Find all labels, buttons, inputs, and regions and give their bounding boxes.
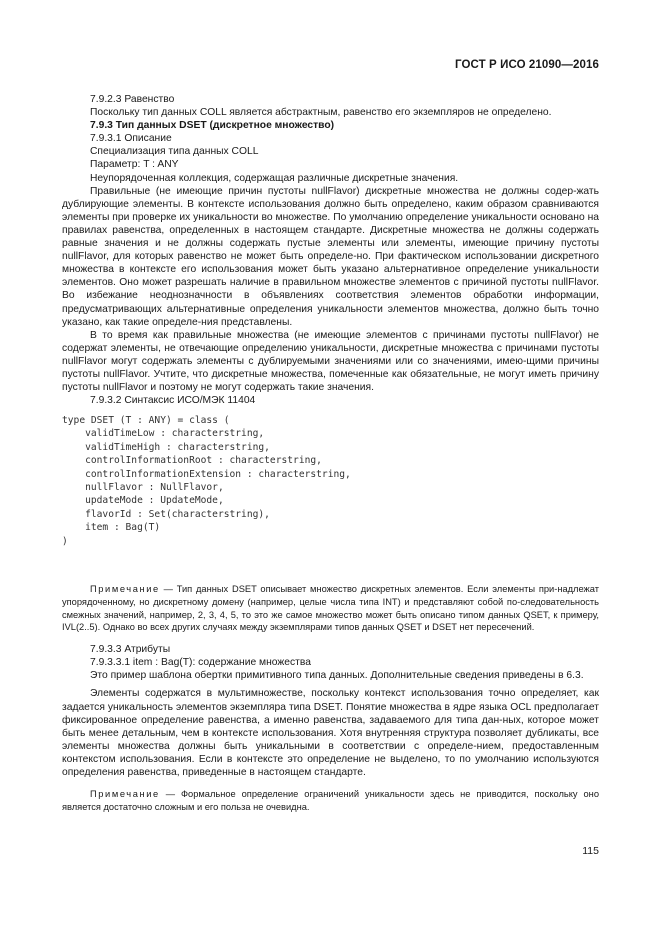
- note-2-label: Примечание: [90, 789, 160, 800]
- dset-paragraph-2: В то время как правильные множества (не имеющие элементов с причинами пустоты nullFlavor) не содержат элементы, не отвечающие определению уникальности, дискретные множества с причинами пустоты nullFlavor могут содержать элементы с дублируемыми значениями или со значениями, имею-щими причины пустоты nullFlavor. Учтите, что дискретные множества, помеченные как обязательные, не могут иметь причину пустоты nullFlavor и поэтому не могут содержать такие значения.: [62, 329, 599, 394]
- wrapper-paragraph: Это пример шаблона обертки примитивного типа данных. Дополнительные сведения приведены в 6.3.: [90, 670, 584, 682]
- specialization-line: Специализация типа данных COLL: [90, 146, 259, 158]
- section-heading-7-9-3-2: 7.9.3.2 Синтаксис ИСО/МЭК 11404: [90, 395, 256, 407]
- note-1-dash: —: [159, 584, 177, 594]
- note-1-text: Тип данных DSET описывает множество дискретных элементов. Если элементы при-надлежат упорядоченному, но дискретному домену (например, целые числа типа INT) и представляют собой по-следовательность смежных значений, например, 2, 3, 4, 5, то это же самое множество может быть описано типом данных QSET, к примеру, IVL(2..5). Однако во всех других случаях между экземплярами типов данных QSET и DSET нет пересечений.: [62, 584, 599, 633]
- code-line: updateMode : UpdateMode,: [62, 495, 224, 507]
- code-line: validTimeLow : characterstring,: [62, 428, 265, 440]
- section-heading-7-9-3-3: 7.9.3.3 Атрибуты: [90, 644, 171, 656]
- code-line: ): [62, 535, 68, 547]
- standard-header: ГОСТ Р ИСО 21090—2016: [454, 59, 599, 71]
- note-1: [62, 583, 599, 634]
- section-heading-7-9-3: 7.9.3 Тип данных DSET (дискретное множество): [90, 120, 335, 132]
- code-line: controlInformationExtension : characterstring,: [62, 468, 351, 480]
- section-heading-7-9-3-3-1: 7.9.3.3.1 item : Bag(T): содержание множества: [90, 657, 311, 669]
- dset-paragraph-1: Правильные (не имеющие причин пустоты nullFlavor) дискретные множества не должны содер-жать дублирующие элементы. В контексте использования должно быть определено, каким образом сравниваются элементы при проверке их уникальности во множестве. По умолчанию определение уникальности основано на правилах равенства, определенных в настоящем стандарте. Дискретные множества не должны содержать равные значения и не должны содержать пустые элементы или элементы, имеющие причину пустоты nullFlavor, для которых равенство не может быть определе-но. При фактическом использовании дискретного множества в контексте его использования может быть указано альтернативное определение уникальности элементов. Оно может разрешать наличие в правильном множестве элементов с причиной пустоты nullFlavor. Во избежание неоднозначности в объявлениях соответствия элементов обработки информации, предусматривающих альтернативные определения уникальности элементов множества, должно быть точно указано, как такие определе-ния представлены.: [62, 185, 599, 328]
- page-number: 115: [582, 845, 599, 857]
- elements-paragraph: Элементы содержатся в мультимножестве, поскольку контекст использования точно определяет, как задается уникальность элементов экземпляра типа DSET. Понятие множества в ядре языка OCL предполагает фиксированное определение равенства, а именно равенства, задаваемого для типа дан-ных, которое может быть менее детальным, чем в контексте использования. Хотя внутренняя структура позволяет дубликаты, все элементы множества должны быть уникальными в соответствии с определе-нием, предоставленным контекстом использования. Если в контексте это определение не выделено, то по умолчанию используются определения равенства, приведенные в настоящем стандарте.: [62, 688, 599, 779]
- code-line: nullFlavor : NullFlavor,: [62, 482, 224, 494]
- section-heading-7-9-3-1: 7.9.3.1 Описание: [90, 133, 172, 145]
- equality-paragraph: Поскольку тип данных COLL является абстрактным, равенство его экземпляров не определено.: [90, 107, 552, 119]
- code-line: type DSET (T : ANY) = class (: [62, 415, 230, 426]
- lower-text-block: [62, 583, 599, 814]
- note-2: [62, 788, 599, 814]
- code-line: item : Bag(T): [62, 522, 161, 534]
- note-2-text: Формальное определение ограничений уникальности здесь не приводится, поскольку оно является достаточно сложным и его польза не очевидна.: [62, 789, 599, 812]
- unordered-line: Неупорядоченная коллекция, содержащая различные дискретные значения.: [90, 172, 459, 184]
- parameter-line: Параметр: T : ANY: [90, 159, 179, 171]
- main-text-block: [62, 93, 599, 407]
- note-2-dash: —: [159, 789, 181, 800]
- code-line: flavorId : Set(characterstring),: [62, 508, 270, 520]
- code-line: controlInformationRoot : characterstring,: [62, 455, 322, 467]
- code-line: validTimeHigh : characterstring,: [62, 441, 270, 453]
- section-heading-7-9-2-3: 7.9.2.3 Равенство: [90, 94, 175, 105]
- note-1-label: Примечание: [90, 584, 160, 594]
- code-block: [62, 414, 599, 548]
